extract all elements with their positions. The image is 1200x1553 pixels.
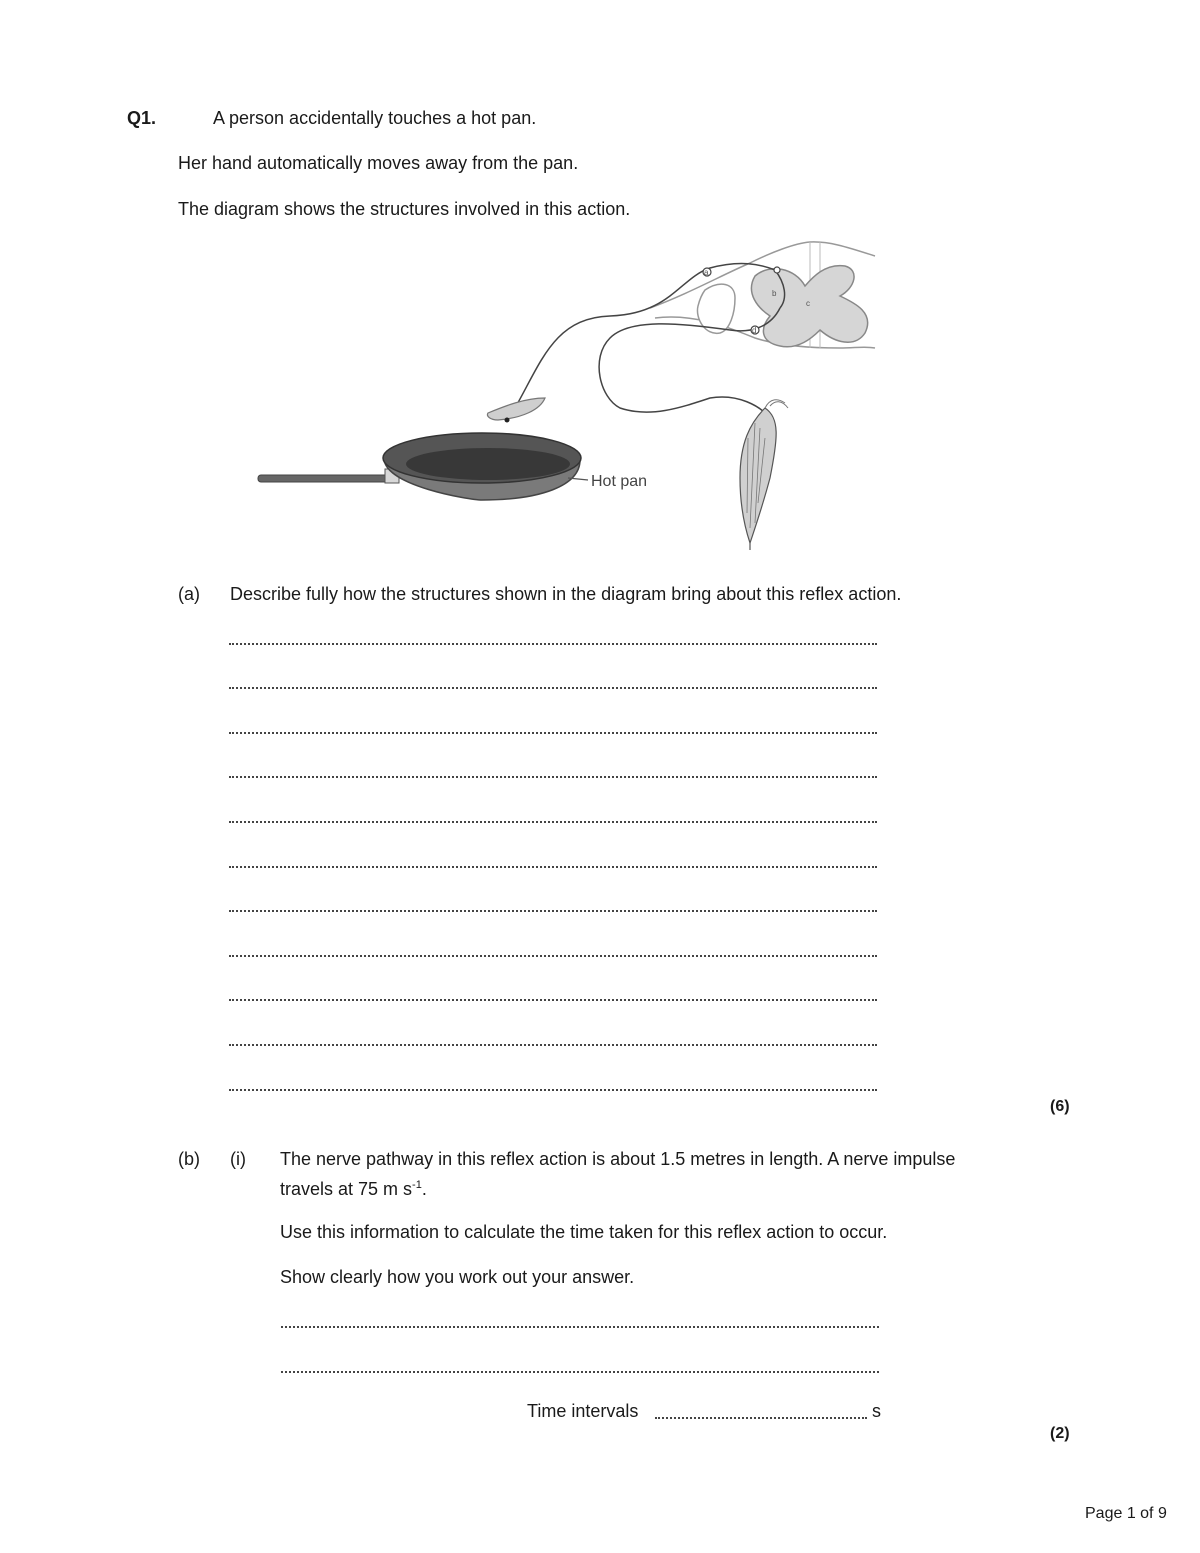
muscle [740,400,788,550]
answer-line[interactable] [229,732,877,734]
part-a-label: (a) [178,584,200,604]
part-b-marks: (2) [1050,1425,1070,1442]
working-line[interactable] [281,1371,879,1373]
answer-line[interactable] [229,687,877,689]
part-b-text-line-2-main: travels at 75 m s [280,1179,413,1199]
answer-line[interactable] [229,866,877,868]
skin-receptor [487,398,545,423]
question-line-2: Her hand automatically moves away from the pan. [178,153,579,173]
part-a-marks: (6) [1050,1098,1070,1115]
reflex-arc-diagram [250,238,890,553]
spinal-cord [650,242,875,348]
answer-line[interactable] [229,910,877,912]
part-b-text-line-2-end: . [421,1179,427,1199]
part-b-instruction-2: Show clearly how you work out your answer. [280,1267,635,1287]
neurons [508,264,785,420]
answer-line[interactable] [229,821,877,823]
part-b-sub-label: (i) [230,1149,246,1169]
part-b-text-line-2 [280,1179,427,1200]
answer-line[interactable] [229,1044,877,1046]
hot-pan [258,433,588,500]
part-b-label: (b) [178,1149,200,1169]
answer-label: Time intervals [527,1401,639,1421]
letter-d: d [752,326,757,335]
answer-line[interactable] [229,999,877,1001]
answer-line[interactable] [229,643,877,645]
answer-line[interactable] [229,1089,877,1091]
answer-field[interactable] [655,1417,867,1419]
answer-unit: s [872,1401,881,1421]
answer-line[interactable] [229,776,877,778]
question-intro: A person accidentally touches a hot pan. [213,108,537,128]
page-number: Page 1 of 9 [1085,1505,1167,1522]
letter-a: a [704,268,709,277]
working-line[interactable] [281,1326,879,1328]
question-line-3: The diagram shows the structures involved in this action. [178,199,631,219]
answer-line[interactable] [229,955,877,957]
part-b-text-line-2-sup: -1 [412,1179,422,1191]
letter-c: c [806,299,810,308]
part-b-instruction-1: Use this information to calculate the time taken for this reflex action to occur. [280,1222,888,1242]
letter-b: b [772,289,777,298]
part-b-text-line-1: The nerve pathway in this reflex action is about 1.5 metres in length. A nerve impulse [280,1149,956,1169]
part-a-question: Describe fully how the structures shown in the diagram bring about this reflex action. [230,584,902,604]
hot-pan-label: Hot pan [591,473,648,490]
question-number: Q1. [127,108,157,128]
